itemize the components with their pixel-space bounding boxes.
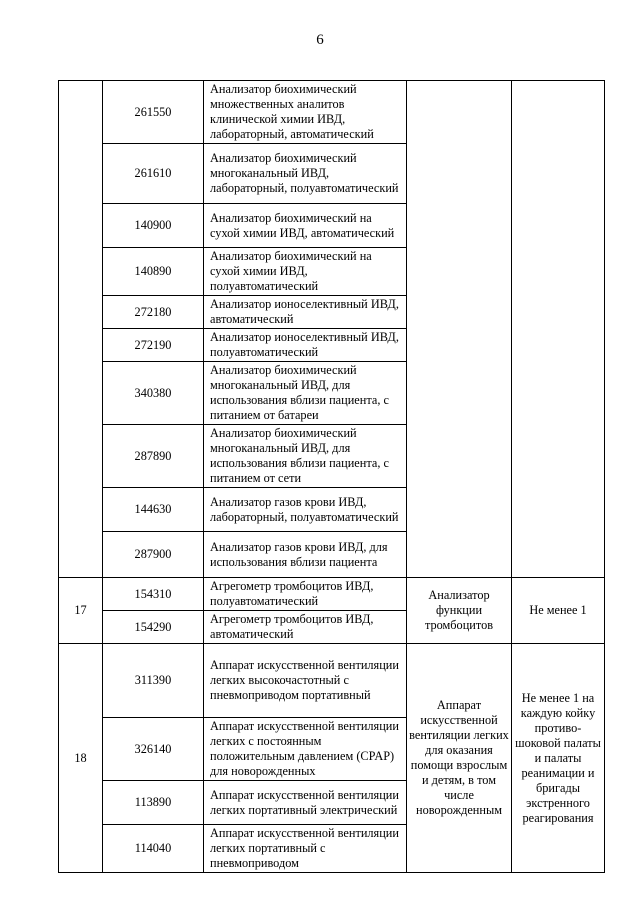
function-cell: Анализатор функции тромбоцитов xyxy=(407,578,512,644)
item-code: 287890 xyxy=(103,425,204,488)
item-name: Анализатор ионоселективный ИВД, автоматический xyxy=(204,296,407,329)
page-number: 6 xyxy=(316,32,324,48)
item-name: Анализатор биохимический на сухой химии ИВД, полуавтоматический xyxy=(204,248,407,296)
item-code: 114040 xyxy=(103,825,204,873)
equipment-table xyxy=(58,80,605,873)
item-name: Агрегометр тромбоцитов ИВД, полуавтоматический xyxy=(204,578,407,611)
table-row xyxy=(59,644,605,718)
table-row xyxy=(59,578,605,611)
item-name: Анализатор газов крови ИВД, для использования вблизи пациента xyxy=(204,532,407,578)
item-name: Аппарат искусственной вентиляции легких с постоянным положительным давлением (CPAP) для новорожденных xyxy=(204,718,407,781)
item-code: 154290 xyxy=(103,611,204,644)
item-name: Анализатор биохимический множественных аналитов клинической химии ИВД, лабораторный, автоматический xyxy=(204,81,407,144)
row-number xyxy=(59,81,103,578)
item-name: Аппарат искусственной вентиляции легких портативный электрический xyxy=(204,781,407,825)
item-code: 287900 xyxy=(103,532,204,578)
row-number: 17 xyxy=(59,578,103,644)
row-number: 18 xyxy=(59,644,103,873)
item-name: Аппарат искусственной вентиляции легких высокочастотный с пневмоприводом портативный xyxy=(204,644,407,718)
item-name: Агрегометр тромбоцитов ИВД, автоматический xyxy=(204,611,407,644)
item-code: 140900 xyxy=(103,204,204,248)
item-code: 261610 xyxy=(103,144,204,204)
table-row xyxy=(59,81,605,144)
item-name: Аппарат искусственной вентиляции легких портативный с пневмоприводом xyxy=(204,825,407,873)
item-code: 340380 xyxy=(103,362,204,425)
function-cell xyxy=(407,81,512,578)
item-code: 144630 xyxy=(103,488,204,532)
item-code: 261550 xyxy=(103,81,204,144)
item-code: 272180 xyxy=(103,296,204,329)
item-name: Анализатор биохимический многоканальный ИВД, лабораторный, полуавтоматический xyxy=(204,144,407,204)
function-cell: Аппарат искусственной вентиляции легких для оказания помощи взрослым и детям, в том числе новорожденным xyxy=(407,644,512,873)
quantity-cell xyxy=(512,81,605,578)
item-code: 113890 xyxy=(103,781,204,825)
item-code: 140890 xyxy=(103,248,204,296)
item-name: Анализатор газов крови ИВД, лабораторный, полуавтоматический xyxy=(204,488,407,532)
item-code: 311390 xyxy=(103,644,204,718)
item-name: Анализатор ионоселективный ИВД, полуавтоматический xyxy=(204,329,407,362)
item-code: 272190 xyxy=(103,329,204,362)
quantity-cell: Не менее 1 на каждую койку противо-шоковой палаты и палаты реанимации и бригады экстренного реагирования xyxy=(512,644,605,873)
item-code: 154310 xyxy=(103,578,204,611)
item-name: Анализатор биохимический многоканальный ИВД, для использования вблизи пациента, с питанием от батареи xyxy=(204,362,407,425)
quantity-cell: Не менее 1 xyxy=(512,578,605,644)
item-name: Анализатор биохимический многоканальный ИВД, для использования вблизи пациента, с питанием от сети xyxy=(204,425,407,488)
item-code: 326140 xyxy=(103,718,204,781)
item-name: Анализатор биохимический на сухой химии ИВД, автоматический xyxy=(204,204,407,248)
